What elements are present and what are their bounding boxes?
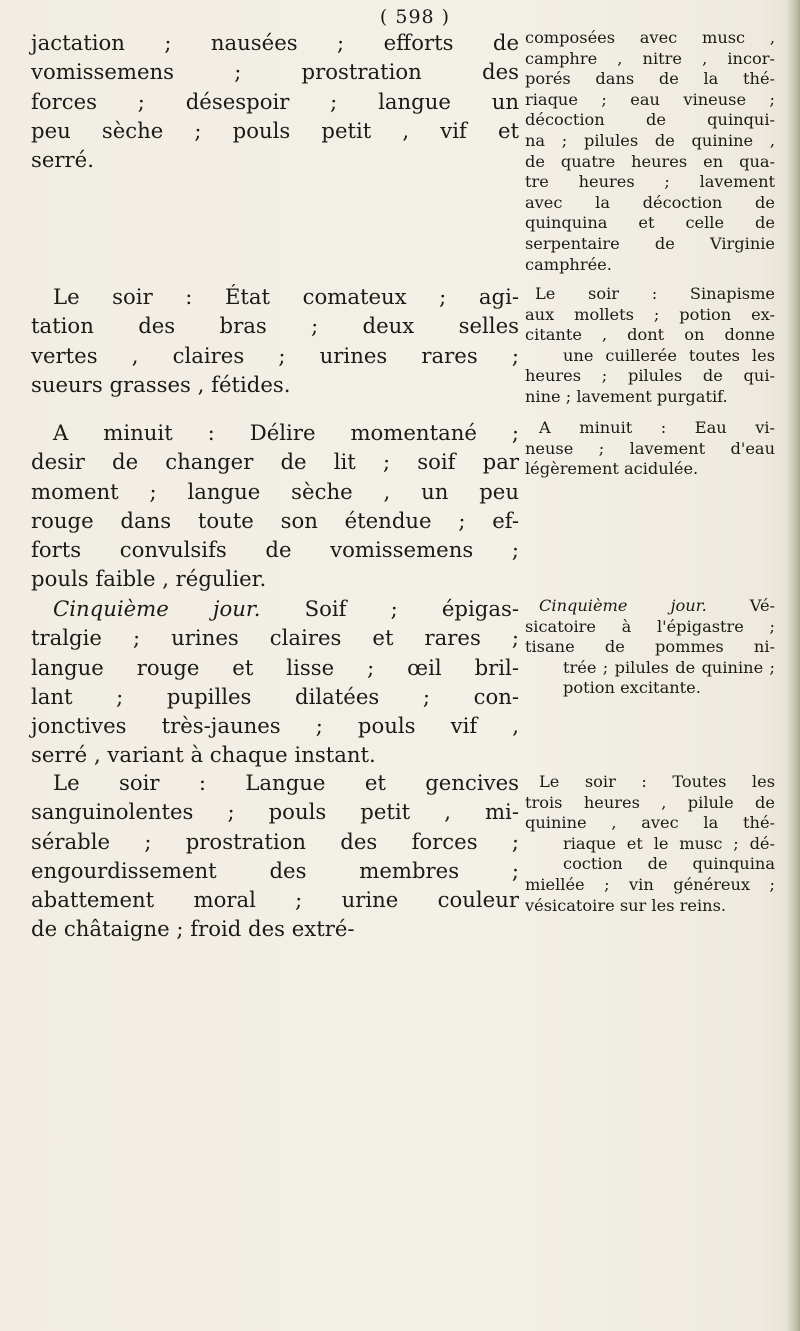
text-line: trois heures , pilule de [525,792,775,812]
text-line: vertes , claires ; urines rares ; [31,342,519,368]
text-line: jactation ; nausées ; efforts de [31,30,519,55]
text-line: avec la décoction de [525,192,775,212]
left-block-3 [31,418,519,594]
left-block-4 [31,594,519,770]
right-block-4 [525,596,775,699]
text-line: abattement moral ; urine couleur [31,887,519,913]
text-line: tisane de pommes ni- [525,637,775,657]
text-line: coction de quinquina [563,854,775,874]
day-heading: Cinquième jour. [539,596,707,615]
right-block-5 [525,772,775,916]
right-block-3 [525,418,775,480]
text-line: sueurs grasses , fétides. [31,371,291,397]
left-block-5 [31,768,519,944]
text-line: quinine , avec la thé- [525,813,775,833]
text-line: pouls faible , régulier. [31,566,267,592]
text-line: tre heures ; lavement [525,172,775,192]
text-line: de quatre heures en qua- [525,151,775,171]
text-line: camphrée. [525,254,612,274]
text-line: porés dans de la thé- [525,69,775,89]
text-line: tralgie ; urines claires et rares ; [31,625,519,651]
text-line: sanguinolentes ; pouls petit , mi- [31,799,519,825]
text-line: desir de changer de lit ; soif par [31,449,519,475]
text-line: peu sèche ; pouls petit , vif et [31,117,519,143]
text-line: jonctives très-jaunes ; pouls vif , [31,713,519,739]
text-line: A minuit : Délire momentané ; [53,420,519,445]
text-line: composées avec musc , [525,28,775,47]
text-fragment: Soif ; épigas- [260,596,519,621]
text-line: riaque et le musc ; dé- [563,833,775,853]
text-line: miellée ; vin généreux ; [525,874,775,894]
text-line: trée ; pilules de quinine ; [563,657,775,677]
text-line: tation des bras ; deux selles [31,313,519,339]
text-line: de châtaigne ; froid des extré- [31,916,355,942]
text-line: riaque ; eau vineuse ; [525,89,775,109]
text-line: nine ; lavement purgatif. [525,386,728,406]
text-line: Le soir : Langue et gencives [53,770,519,795]
left-block-1 [31,28,519,174]
text-line: serré , variant à chaque instant. [31,742,376,768]
text-line: na ; pilules de quinine , [525,130,775,150]
text-line: légèrement acidulée. [525,459,699,479]
page-number: ( 598 ) [379,6,451,28]
text-line: heures ; pilules de qui- [525,366,775,386]
right-block-1 [525,28,775,275]
text-line: engourdissement des membres ; [31,857,519,883]
text-line: Le soir : État comateux ; agi- [53,284,519,309]
page-edge [786,0,800,1331]
text-line: serré. [31,147,94,173]
text-line: vésicatoire sur les reins. [525,895,727,915]
text-line: sérable ; prostration des forces ; [31,828,519,854]
text-line: décoction de quinqui- [525,110,775,130]
text-line: Le soir : Sinapisme [535,284,775,303]
text-line: camphre , nitre , incor- [525,48,775,68]
text-line: neuse ; lavement d'eau [525,438,775,458]
text-line: quinquina et celle de [525,213,775,233]
text-line: potion excitante. [563,678,701,698]
text-line: langue rouge et lisse ; œil bril- [31,654,519,680]
text-line: serpentaire de Virginie [525,233,775,253]
text-line: moment ; langue sèche , un peu [31,478,519,504]
text-line: une cuillerée toutes les [563,345,775,365]
text-fragment: Vé- [706,596,775,615]
text-line [525,596,775,617]
left-block-2 [31,282,519,399]
day-heading: Cinquième jour. [53,596,261,621]
text-line [31,594,519,623]
text-line: A minuit : Eau vi- [539,418,775,437]
text-line: vomissemens ; prostration des [31,59,519,85]
text-line: rouge dans toute son étendue ; ef- [31,507,519,533]
text-line: Le soir : Toutes les [539,772,775,791]
text-line: citante , dont on donne [525,325,775,345]
text-line: forces ; désespoir ; langue un [31,88,519,114]
text-line: forts convulsifs de vomissemens ; [31,537,519,563]
right-block-2 [525,284,775,408]
text-line: aux mollets ; potion ex- [525,304,775,324]
text-line: lant ; pupilles dilatées ; con- [31,683,519,709]
text-line: sicatoire à l'épigastre ; [525,616,775,636]
